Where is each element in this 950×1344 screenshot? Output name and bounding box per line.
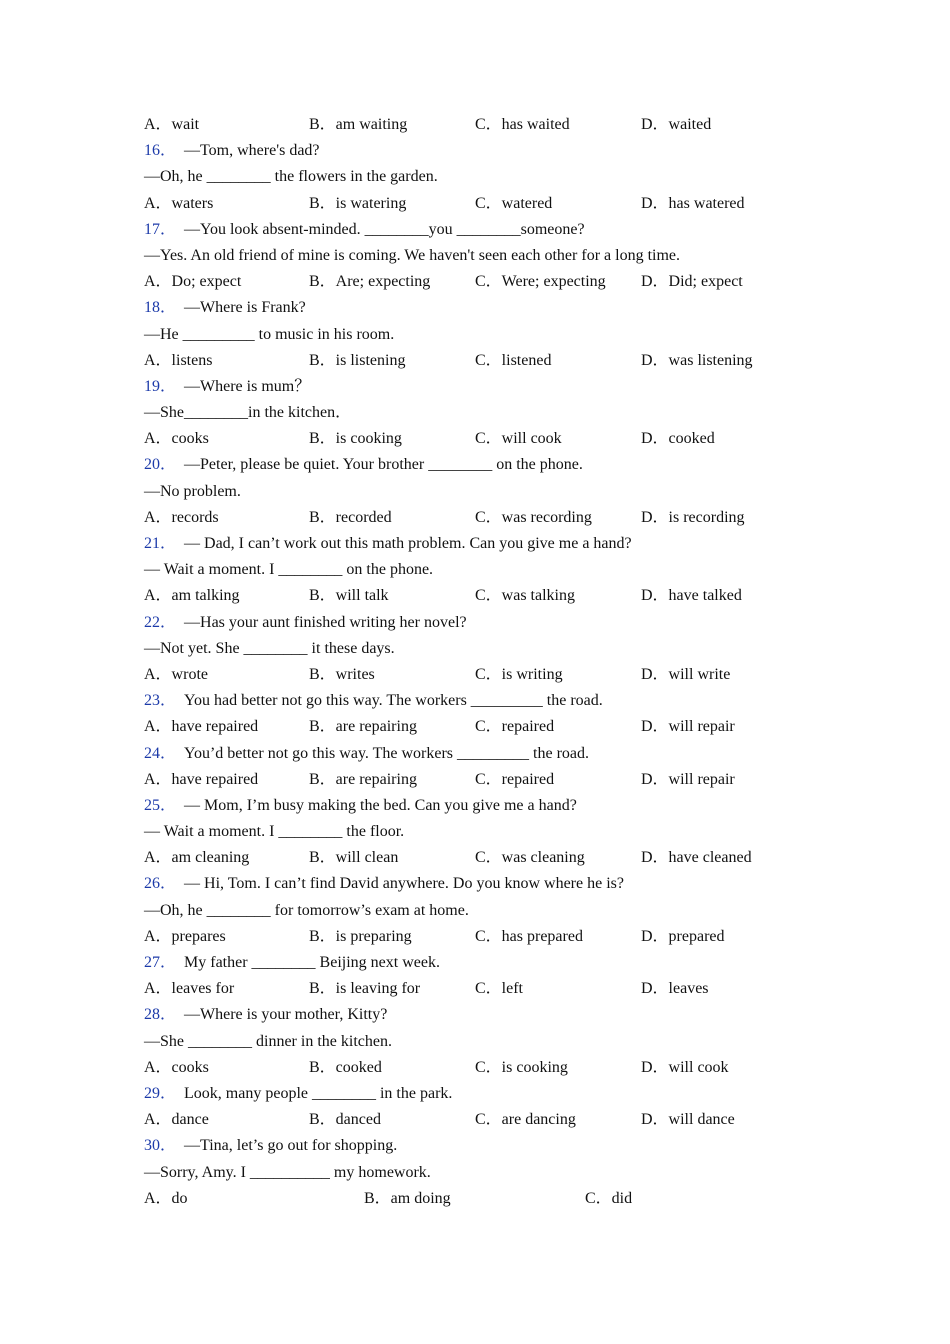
option-d: D．will repair [641,770,735,788]
option-c: C．listened [475,351,552,369]
question-number: 23． [144,692,177,710]
options-row [144,583,824,609]
option-a: A．have repaired [144,770,259,788]
option-d: D．cooked [641,430,715,448]
question-text: —She ________ dinner in the kitchen. [144,1032,392,1050]
option-d: D．has watered [641,194,745,212]
question-number: 27． [144,954,177,971]
option-d: D．have talked [641,587,742,605]
question-text: —You look absent-minded. ________you ________someone? [184,220,585,238]
options-row [144,348,824,374]
option-d: D．will write [641,665,731,683]
option-d: D．is recording [641,508,745,526]
question-number: 26． [144,875,177,893]
question-line [144,819,824,845]
question-text: —Peter, please be quiet. Your brother ________ on the phone. [184,456,583,474]
question-stem [144,1002,824,1028]
question-line [144,243,824,269]
option-b: B．writes [309,665,375,683]
option-c: C．left [475,980,523,998]
question-stem [144,741,824,767]
option-b: B．is preparing [309,927,412,945]
question-stem [144,295,824,321]
options-row [144,767,824,793]
question-number: 29． [144,1084,177,1102]
option-d: D．will dance [641,1111,735,1129]
question-text: — Hi, Tom. I can’t find David anywhere. Do you know where he is? [184,875,624,893]
question-text: —Not yet. She ________ it these days. [144,639,395,657]
question-stem [144,1081,824,1107]
option-c: C．was recording [475,508,592,526]
options-row [144,505,824,531]
option-b: B．am waiting [309,116,408,133]
option-a: A．leaves for [144,980,235,998]
option-b: B．are repairing [309,718,417,736]
option-a: A．do [144,1189,188,1207]
question-list [144,112,824,1212]
question-text: —Sorry, Amy. I __________ my homework. [144,1163,431,1181]
option-c: C．is cooking [475,1058,568,1076]
question-stem [144,217,824,243]
option-c: C．repaired [475,718,555,736]
question-text: — Wait a moment. I ________ on the phone. [144,561,434,579]
question-line [144,1029,824,1055]
option-a: A．waters [144,194,214,212]
question-line [144,1160,824,1186]
question-text: —Oh, he ________ the flowers in the garden. [144,168,438,186]
option-b: B．will clean [309,849,399,867]
question-stem [144,793,824,819]
option-d: D．prepared [641,927,725,945]
question-line [144,898,824,924]
option-b: B．is cooking [309,430,402,448]
question-text: Look, many people ________ in the park. [184,1084,453,1102]
option-c: C．will cook [475,430,562,448]
option-c: C．is writing [475,665,563,683]
option-a: A．have repaired [144,718,259,736]
option-a: A．Do; expect [144,273,242,291]
question-text: — Wait a moment. I ________ the floor. [144,823,405,841]
options-row [144,662,824,688]
question-stem [144,1133,824,1159]
question-number: 18． [144,299,177,317]
option-a: A．prepares [144,927,226,945]
question-text: — Mom, I’m busy making the bed. Can you give me a hand? [184,796,577,814]
question-text: You’d better not go this way. The workers _________ the road. [184,744,589,762]
question-line [144,400,824,426]
question-number: 25． [144,796,177,814]
options-row [144,1055,824,1081]
question-line [144,636,824,662]
options-row [144,845,824,871]
question-number: 19． [144,377,177,395]
option-b: B．is listening [309,351,406,369]
option-d: D．leaves [641,980,709,998]
option-a: A．am talking [144,587,240,605]
question-text: My father ________ Beijing next week. [184,954,440,971]
question-text: —No problem. [144,482,241,500]
question-text: You had better not go this way. The workers _________ the road. [184,692,603,710]
option-b: B．is watering [309,194,407,212]
question-line [144,479,824,505]
question-number: 22． [144,613,177,631]
options-row [144,1186,824,1212]
question-text: —Tom, where's dad? [184,142,320,160]
options-row [144,112,824,138]
option-b: B．am doing [364,1189,451,1207]
option-c: C．Were; expecting [475,273,606,291]
question-text: —She________in the kitchen． [144,404,352,422]
option-a: A．am cleaning [144,849,250,867]
question-stem [144,138,824,164]
question-line [144,557,824,583]
question-text: —Tina, let’s go out for shopping. [184,1137,398,1155]
option-c: C．did [585,1189,633,1207]
option-a: A．listens [144,351,213,369]
options-row [144,426,824,452]
question-number: 16． [144,142,177,160]
options-row [144,191,824,217]
question-text: —Has your aunt finished writing her novel? [184,613,467,631]
question-line [144,322,824,348]
option-c: C．was cleaning [475,849,585,867]
options-row [144,269,824,295]
options-row [144,714,824,740]
question-text: —Oh, he ________ for tomorrow’s exam at home. [144,901,469,919]
option-c: C．watered [475,194,553,212]
options-row [144,924,824,950]
option-d: D．will repair [641,718,735,736]
option-a: A．cooks [144,430,209,448]
question-stem [144,452,824,478]
options-row [144,1107,824,1133]
option-a: A．records [144,508,219,526]
option-c: C．has waited [475,116,570,133]
option-d: D．waited [641,116,712,133]
option-d: D．was listening [641,351,753,369]
options-row [144,976,824,1002]
option-b: B．will talk [309,587,389,605]
option-a: A．wait [144,116,200,133]
question-number: 24． [144,744,177,762]
option-a: A．dance [144,1111,209,1129]
question-text: —Where is Frank? [184,299,306,317]
option-c: C．has prepared [475,927,583,945]
question-text: —Where is mum？ [184,377,311,395]
option-d: D．have cleaned [641,849,752,867]
option-a: A．wrote [144,665,208,683]
option-b: B．recorded [309,508,392,526]
question-number: 17． [144,220,177,238]
option-a: A．cooks [144,1058,209,1076]
option-c: C．are dancing [475,1111,576,1129]
question-stem [144,610,824,636]
option-b: B．is leaving for [309,980,421,998]
option-c: C．was talking [475,587,575,605]
question-number: 21． [144,535,177,552]
question-stem [144,950,824,976]
question-text: —Yes. An old friend of mine is coming. We haven't seen each other for a long time. [144,246,680,264]
question-line [144,164,824,190]
option-d: D．Did; expect [641,273,743,291]
question-number: 20． [144,456,177,474]
question-text: —He _________ to music in his room. [144,325,395,343]
option-c: C．repaired [475,770,555,788]
question-stem [144,374,824,400]
option-b: B．cooked [309,1058,382,1076]
question-text: — Dad, I can’t work out this math problem. Can you give me a hand? [184,535,632,552]
question-number: 30． [144,1137,177,1155]
option-b: B．danced [309,1111,381,1129]
question-stem [144,531,824,557]
option-b: B．Are; expecting [309,273,431,291]
option-b: B．are repairing [309,770,417,788]
option-d: D．will cook [641,1058,729,1076]
question-text: —Where is your mother, Kitty? [184,1006,388,1024]
question-stem [144,688,824,714]
question-stem [144,871,824,897]
question-number: 28． [144,1006,177,1024]
